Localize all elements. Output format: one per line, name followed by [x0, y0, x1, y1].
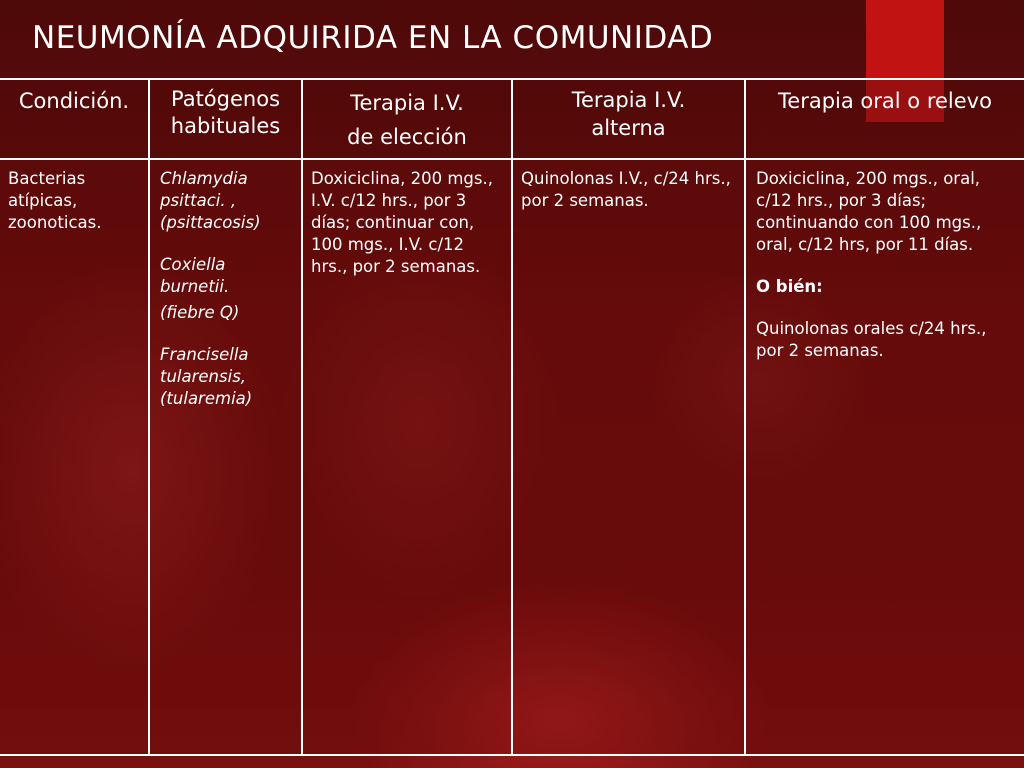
header-terapia-alterna-label: Terapia I.V. alterna — [571, 88, 686, 140]
cell-terapia-alterna-text: Quinolonas I.V., c/24 hrs., por 2 semanas. — [521, 169, 731, 210]
header-terapia-oral — [745, 79, 1024, 159]
pathogen-chlamydia: Chlamydia psittaci. , (psittacosis) — [160, 169, 261, 232]
pathogen-coxiella-note: (fiebre Q) — [160, 303, 240, 322]
cell-condicion-text: Bacterias atípicas, zoonoticas. — [8, 169, 102, 232]
header-terapia-alterna — [512, 79, 745, 159]
table-header-row — [0, 79, 1024, 159]
cell-terapia-iv — [302, 159, 512, 755]
header-patogenos-label: Patógenos habituales — [170, 87, 281, 138]
cell-condicion — [0, 159, 149, 755]
header-terapia-oral-label: Terapia oral o relevo — [778, 89, 992, 113]
header-condicion-label: Condición. — [18, 89, 130, 113]
treatment-table — [0, 78, 1024, 756]
header-terapia-iv — [302, 79, 512, 159]
cell-terapia-oral — [745, 159, 1024, 755]
pathogen-coxiella: Coxiella burnetii. — [160, 255, 230, 296]
page-title: NEUMONÍA ADQUIRIDA EN LA COMUNIDAD — [32, 20, 714, 56]
cell-patogenos — [149, 159, 302, 755]
oral-therapy-quinolonas: Quinolonas orales c/24 hrs., por 2 semanas. — [756, 319, 987, 360]
oral-therapy-alternative-label: O bién: — [756, 277, 823, 296]
cell-terapia-iv-text: Doxiciclina, 200 mgs., I.V. c/12 hrs., por 3 días; continuar con, 100 mgs., I.V. c/12 hrs., por 2 semanas. — [311, 169, 493, 276]
pathogen-francisella: Francisella tularensis, (tularemia) — [160, 345, 253, 408]
cell-terapia-alterna — [512, 159, 745, 755]
oral-therapy-doxiciclina: Doxiciclina, 200 mgs., oral, c/12 hrs., por 3 días; continuando con 100 mgs., oral, c/12 hrs, por 11 días. — [756, 169, 982, 254]
header-patogenos — [149, 79, 302, 159]
treatment-table-container — [0, 78, 1024, 756]
header-terapia-iv-line2: de elección — [347, 125, 467, 149]
header-condicion — [0, 79, 149, 159]
table-row — [0, 159, 1024, 755]
header-terapia-iv-line1: Terapia I.V. — [350, 91, 464, 115]
